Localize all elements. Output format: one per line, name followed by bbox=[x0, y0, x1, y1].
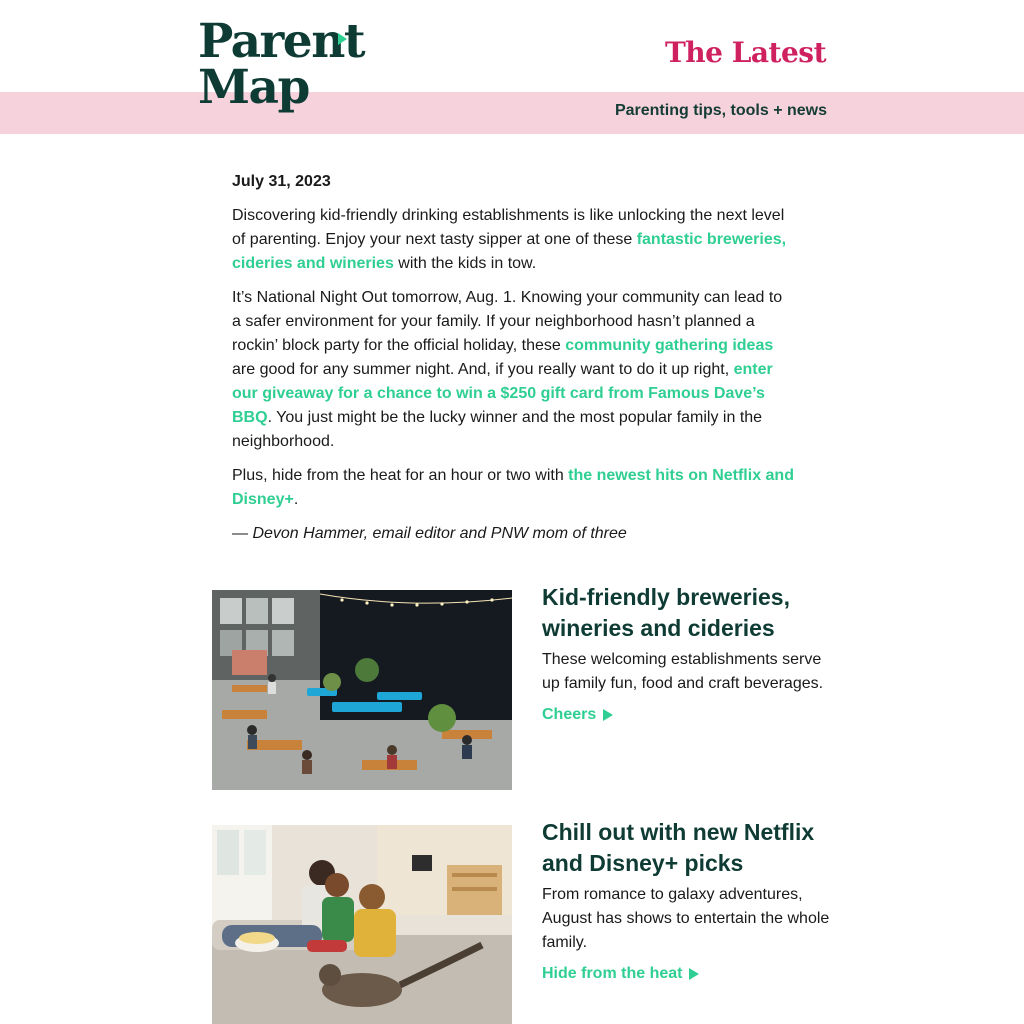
article-body bbox=[542, 817, 832, 983]
p3-text-after: . bbox=[293, 491, 299, 508]
editor-signature: — Devon Hammer, email editor and PNW mom of three bbox=[232, 525, 627, 542]
header-band bbox=[0, 92, 1024, 134]
p1-text-before: Discovering kid-friendly drinking establishments is like unlocking the next level of parenting. Enjoy your next tasty sipper at one of these bbox=[232, 207, 785, 248]
issue-date: July 31, 2023 bbox=[232, 173, 331, 190]
article-card-netflix bbox=[212, 819, 832, 1024]
netflix-disney-link[interactable]: the newest hits on Netflix and Disney+ bbox=[232, 467, 794, 508]
cheers-link[interactable] bbox=[542, 706, 613, 724]
section-title: The Latest bbox=[664, 36, 826, 69]
p1-text-after: with the kids in tow. bbox=[393, 255, 537, 272]
p2-text-before: It’s National Night Out tomorrow, Aug. 1. Knowing your community can lead to a safer environment for your family. If your neighborhood hasn’t planned a rockin’ block party for the official holiday, these bbox=[232, 289, 783, 354]
hide-from-heat-link[interactable] bbox=[542, 965, 699, 983]
community-ideas-link[interactable]: community gathering ideas bbox=[565, 337, 774, 354]
intro-letter bbox=[232, 170, 794, 556]
cta-label: Hide from the heat bbox=[542, 965, 683, 982]
article-title[interactable]: Kid-friendly breweries, wineries and cideries bbox=[542, 584, 790, 641]
intro-paragraph-1 bbox=[232, 204, 794, 276]
play-arrow-icon bbox=[603, 709, 613, 721]
logo-line-2: Map bbox=[198, 60, 309, 115]
p2-text-middle: are good for any summer night. And, if you really want to do it up right, bbox=[232, 361, 734, 378]
logo-line-1: Parent bbox=[198, 14, 365, 69]
play-arrow-icon bbox=[689, 968, 699, 980]
cta-label: Cheers bbox=[542, 706, 597, 723]
article-description: From romance to galaxy adventures, August has shows to entertain the whole family. bbox=[542, 886, 830, 951]
intro-paragraph-3 bbox=[232, 464, 794, 512]
article-description: These welcoming establishments serve up family fun, food and craft beverages. bbox=[542, 651, 824, 692]
intro-paragraph-2 bbox=[232, 286, 794, 454]
p2-text-after: . You just might be the lucky winner and the most popular family in the neighborhood. bbox=[232, 409, 763, 450]
brewery-patio-image[interactable] bbox=[212, 590, 512, 790]
logo-play-icon bbox=[338, 33, 347, 45]
family-couch-image[interactable] bbox=[212, 825, 512, 1024]
header-tagline: Parenting tips, tools + news bbox=[614, 102, 827, 119]
article-body bbox=[542, 582, 832, 724]
giveaway-link[interactable]: enter our giveaway for a chance to win a $250 gift card from Famous Dave’s BBQ bbox=[232, 361, 773, 426]
parentmap-logo[interactable] bbox=[198, 14, 365, 120]
p3-text-before: Plus, hide from the heat for an hour or two with bbox=[232, 467, 569, 484]
article-card-breweries bbox=[212, 584, 832, 790]
article-title[interactable]: Chill out with new Netflix and Disney+ picks bbox=[542, 819, 815, 876]
breweries-link[interactable]: fantastic breweries, cideries and wineries bbox=[232, 231, 787, 272]
